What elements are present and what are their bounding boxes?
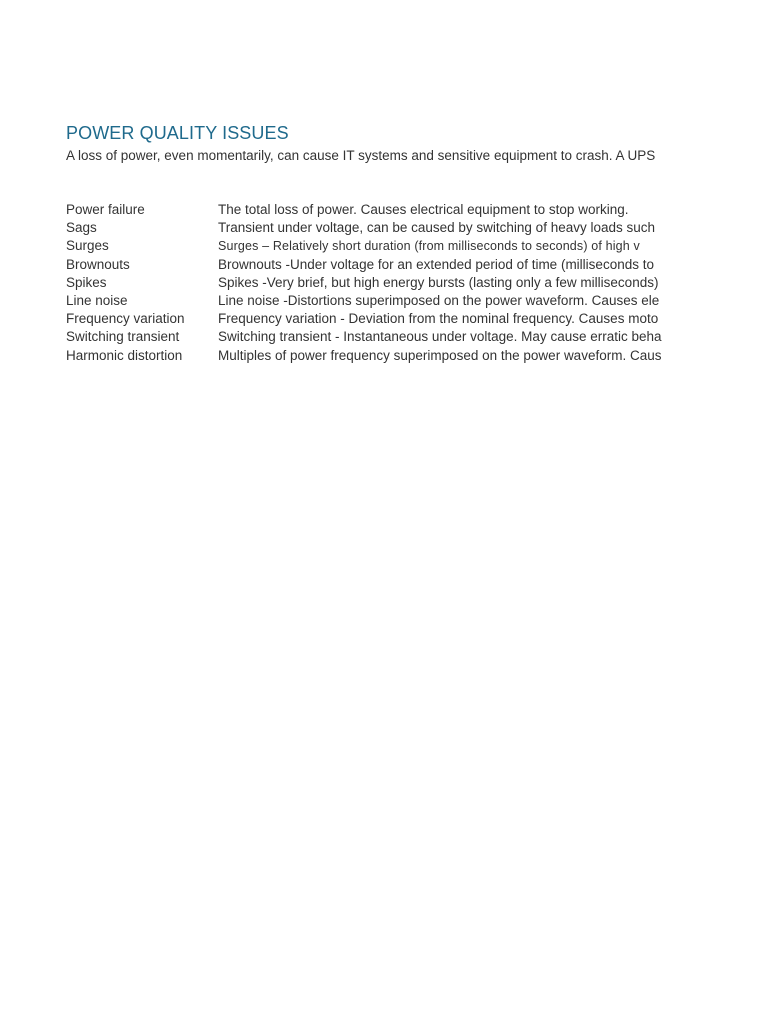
intro-paragraph: A loss of power, even momentarily, can cause IT systems and sensitive equipment to crash. A UPS: [66, 148, 656, 163]
table-row: [66, 293, 670, 311]
table-row: [66, 202, 670, 220]
issue-description: Spikes -Very brief, but high energy bursts (lasting only a few milliseconds): [218, 274, 659, 290]
issue-description: Frequency variation - Deviation from the nominal frequency. Causes moto: [218, 311, 659, 327]
issue-term: Power failure: [66, 202, 145, 217]
issue-term: Frequency variation: [66, 311, 185, 327]
table-row: [66, 348, 670, 366]
issues-table: [66, 202, 670, 366]
issue-term: Brownouts: [66, 256, 130, 272]
table-row: [66, 329, 670, 347]
issue-description: Multiples of power frequency superimposed on the power waveform. Caus: [218, 347, 662, 363]
issue-description: Surges – Relatively short duration (from milliseconds to seconds) of high v: [218, 239, 640, 254]
issue-term: Surges: [66, 238, 109, 254]
table-row: [66, 220, 670, 238]
issue-term: Switching transient: [66, 329, 180, 345]
table-row: [66, 238, 670, 256]
issue-description: Brownouts -Under voltage for an extended period of time (milliseconds to: [218, 256, 654, 272]
issue-description: The total loss of power. Causes electrical equipment to stop working.: [218, 202, 629, 217]
table-row: [66, 311, 670, 329]
table-row: [66, 257, 670, 275]
issue-term: Sags: [66, 220, 97, 236]
issue-description: Switching transient - Instantaneous under voltage. May cause erratic beha: [218, 329, 662, 345]
issue-description: Transient under voltage, can be caused by switching of heavy loads such: [218, 220, 656, 236]
issue-term: Harmonic distortion: [66, 347, 183, 363]
issue-description: Line noise -Distortions superimposed on the power waveform. Causes ele: [218, 292, 660, 308]
issue-term: Spikes: [66, 274, 107, 290]
issue-term: Line noise: [66, 292, 128, 308]
table-row: [66, 275, 670, 293]
page-title: POWER QUALITY ISSUES: [66, 123, 289, 143]
